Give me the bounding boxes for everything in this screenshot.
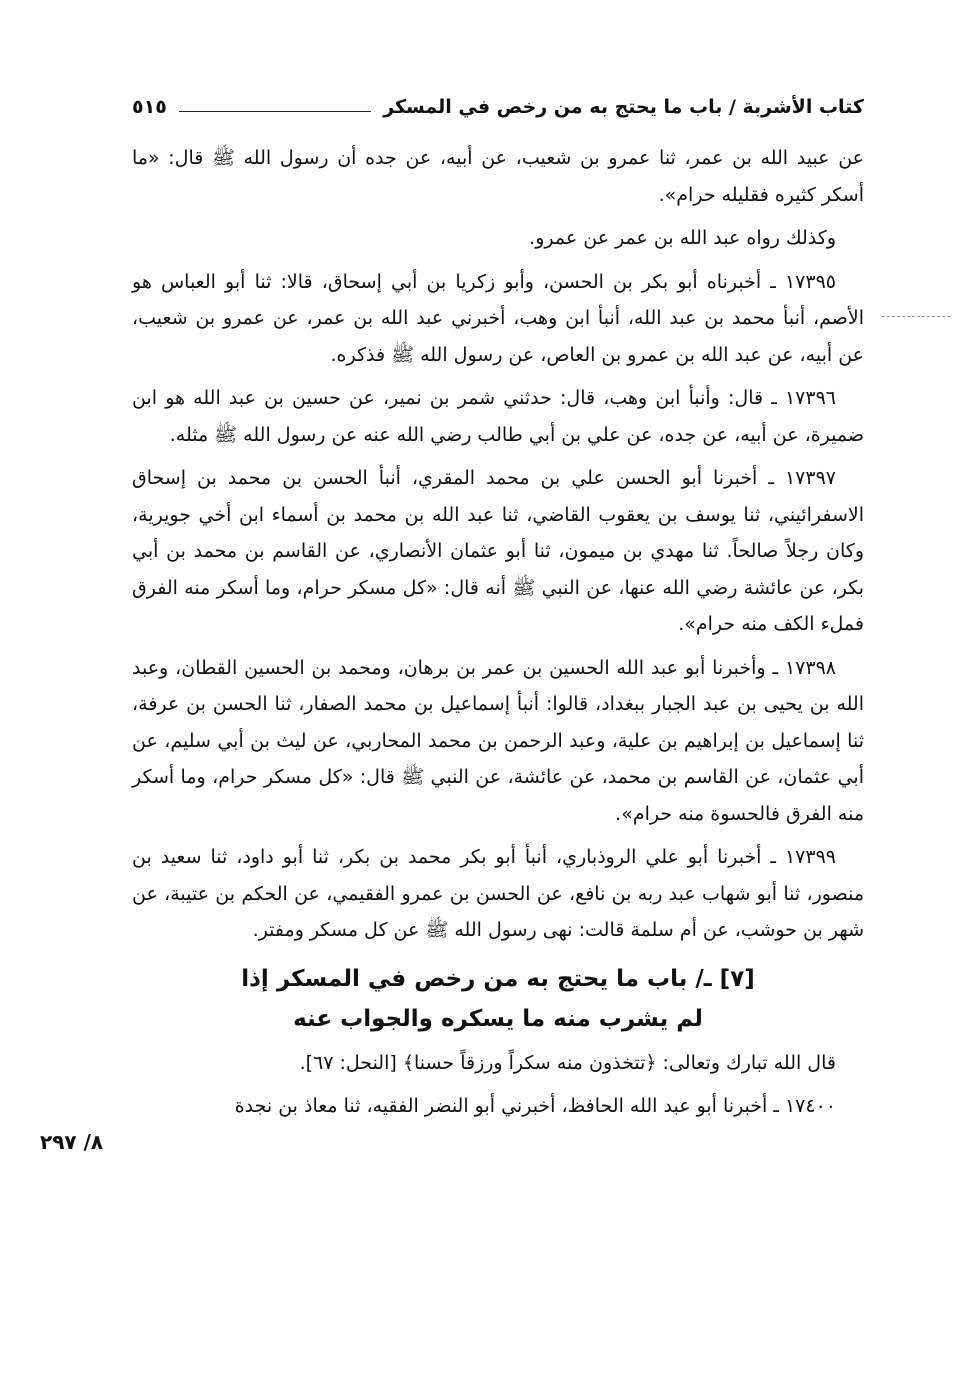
hadith-17398: ١٧٣٩٨ ـ وأخبرنا أبو عبد الله الحسين بن عمر بن برهان، ومحمد بن الحسين القطان، وعبد الله بن يحيى بن عبد الجبار ببغداد، قالوا: أنبأ إسماعيل بن محمد الصفار، ثنا الحسن بن عرفة، ثنا إسماعيل بن إبراهيم بن علية، وعبد الرحمن بن محمد المحاربي، عن ليث بن أبي سليم، عن أبي عثمان، عن القاسم بن محمد، عن عائشة، عن النبي ﷺ قال: «كل مسكر حرام، وما أسكر منه الفرق فالحسوة منه حرام». <box>132 656 864 825</box>
hadith-17399: ١٧٣٩٩ ـ أخبرنا أبو علي الروذباري، أنبأ أبو بكر محمد بن بكر، ثنا أبو داود، ثنا سعيد بن منصور، ثنا أبو شهاب عبد ربه بن نافع، عن الحسن بن عمرو الفقيمي، عن الحكم بن عتيبة، عن شهر بن حوشب، عن أم سلمة قالت: نهى رسول الله ﷺ عن كل مسكر ومفتر. <box>132 846 864 941</box>
paragraph-continuation: عن عبيد الله بن عمر، ثنا عمرو بن شعيب، عن أبيه، عن جده أن رسول الله ﷺ قال: «ما أسكر كثيره فقليله حرام». <box>132 147 864 206</box>
running-header <box>132 92 864 122</box>
paragraph-note: وكذلك رواه عبد الله بن عمر عن عمرو. <box>529 227 836 249</box>
quran-verse-paragraph: قال الله تبارك وتعالى: ﴿تتخذون منه سكراً ورزقاً حسنا﴾ [النحل: ٦٧]. <box>299 1051 836 1074</box>
hadith-17397: ١٧٣٩٧ ـ أخبرنا أبو الحسن علي بن محمد المقري، أنبأ الحسن بن محمد بن إسحاق الاسفرائيني، ثنا يوسف بن يعقوب القاضي، ثنا عبد الله بن محمد بن أسماء ابن أخي جويرية، وكان رجلاً صالحاً. ثنا مهدي بن ميمون، ثنا أبو عثمان الأنصاري، عن القاسم بن محمد بن أبي بكر، عن عائشة رضي الله عنها، عن النبي ﷺ أنه قال: «كل مسكر حرام، وما أسكر منه الفرق فملء الكف منه حرام». <box>132 467 864 635</box>
page-number: ٥١٥ <box>132 96 167 118</box>
hadith-17400: ١٧٤٠٠ ـ أخبرنا أبو عبد الله الحافظ، أخبرني أبو النضر الفقيه، ثنا معاذ بن نجدة <box>234 1095 836 1117</box>
chapter-heading-line-2: لم يشرب منه ما يسكره والجواب عنه <box>293 1005 703 1032</box>
body-text <box>132 140 864 1132</box>
side-reference: ٨/ ٢٩٧ <box>40 1130 104 1154</box>
header-rule <box>179 111 371 112</box>
chapter-heading <box>132 959 864 1039</box>
margin-mark <box>882 316 950 317</box>
header-title: كتاب الأشربة / باب ما يحتج به من رخص في المسكر <box>383 96 864 118</box>
chapter-heading-line-1: [٧] ـ/ باب ما يحتج به من رخص في المسكر إذا <box>241 965 755 992</box>
hadith-17396: ١٧٣٩٦ ـ قال: وأنبأ ابن وهب، قال: حدثني شمر بن نمير، عن حسين بن عبد الله هو ابن ضميرة، عن أبيه، عن جده، عن علي بن أبي طالب رضي الله عنه عن رسول الله ﷺ مثله. <box>132 387 864 446</box>
hadith-17395: ١٧٣٩٥ ـ أخبرناه أبو بكر بن الحسن، وأبو زكريا بن أبي إسحاق، قالا: ثنا أبو العباس هو الأصم، أنبأ محمد بن عبد الله، أنبأ ابن وهب، أخبرني عبد الله بن عمر، عن عمرو بن شعيب، عن أبيه، عن عبد الله بن عمرو بن العاص، عن رسول الله ﷺ فذكره. <box>132 270 864 366</box>
